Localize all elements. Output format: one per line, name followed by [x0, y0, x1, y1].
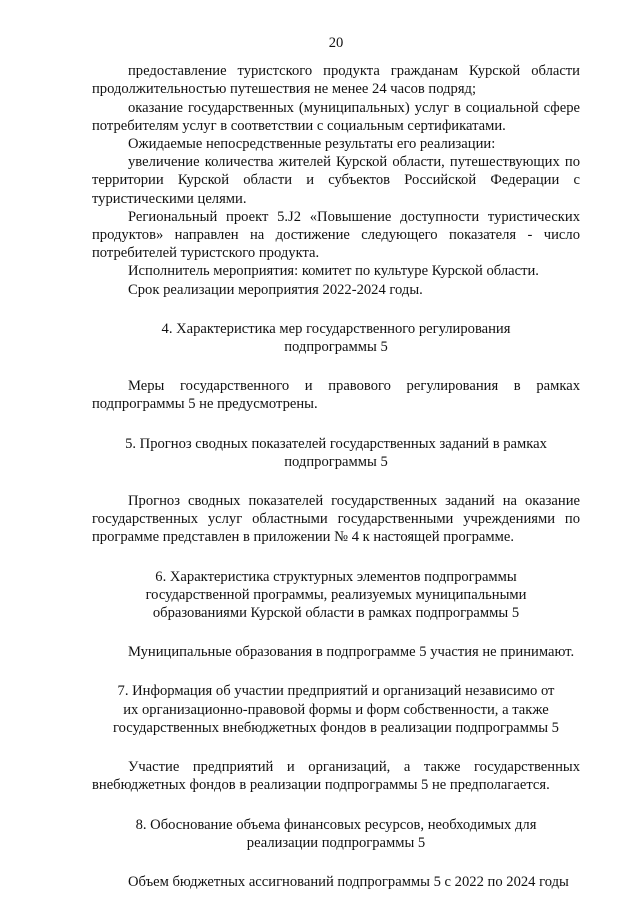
paragraph-term: Срок реализации мероприятия 2022-2024 годы.	[128, 281, 423, 298]
spacer	[92, 622, 580, 643]
paragraph-enterprises: Участие предприятий и организаций, а также государственных внебюджетных фондов в реализации подпрограммы 5 не предполагается.	[92, 759, 580, 794]
paragraph-increase-residents: увеличение количества жителей Курской области, путешествующих по территории Курской области и субъектов Российской Федерации с туристическими целями.	[92, 154, 580, 207]
heading-line: государственной программы, реализуемых муниципальными	[145, 586, 527, 603]
spacer	[92, 414, 580, 435]
section-heading-4	[92, 320, 580, 356]
paragraph-tourist-product: предоставление туристского продукта гражданам Курской области продолжительностью путешествия не менее 24 часов подряд;	[92, 63, 580, 98]
heading-line: их организационно-правовой формы и форм собственности, а также	[123, 701, 549, 718]
spacer	[92, 852, 580, 873]
section-heading-5	[92, 435, 580, 471]
page-number: 20	[328, 35, 344, 51]
spacer	[92, 471, 580, 492]
heading-line: реализации подпрограммы 5	[246, 834, 426, 851]
spacer	[92, 737, 580, 758]
spacer	[92, 661, 580, 682]
heading-line: 7. Информация об участии предприятий и организаций независимо от	[117, 683, 555, 700]
paragraph-regional-project: Региональный проект 5.J2 «Повышение доступности туристических продуктов» направлен на достижение следующего показателя - число потребителей туристского продукта.	[92, 208, 580, 262]
spacer	[92, 299, 580, 320]
heading-line: образованиями Курской области в рамках подпрограммы 5	[152, 605, 520, 622]
spacer	[92, 547, 580, 568]
heading-line: 4. Характеристика мер государственного регулирования	[161, 320, 511, 337]
paragraph-executor: Исполнитель мероприятия: комитет по культуре Курской области.	[128, 263, 539, 280]
paragraph-budget: Объем бюджетных ассигнований подпрограммы 5 с 2022 по 2024 годы	[128, 873, 569, 890]
heading-line: подпрограммы 5	[284, 339, 388, 356]
paragraph-social-services: оказание государственных (муниципальных) услуг в социальной сфере потребителям услуг в соответствии с социальным сертификатами.	[92, 99, 580, 134]
section-heading-8	[92, 816, 580, 852]
paragraph-forecast: Прогноз сводных показателей государственных заданий на оказание государственных услуг областными государственными учреждениями по программе представлен в приложении № 4 к настоящей программе.	[92, 493, 580, 546]
paragraph-municipal: Муниципальные образования в подпрограмме 5 участия не принимают.	[128, 644, 575, 661]
spacer	[92, 795, 580, 816]
heading-line: 6. Характеристика структурных элементов подпрограммы	[155, 568, 517, 585]
paragraph-expected-results: Ожидаемые непосредственные результаты его реализации:	[128, 136, 496, 153]
section-heading-6	[92, 568, 580, 623]
paragraph-regulation: Меры государственного и правового регулирования в рамках подпрограммы 5 не предусмотрены.	[92, 378, 580, 413]
heading-line: 5. Прогноз сводных показателей государственных заданий в рамках	[125, 435, 547, 452]
section-heading-7	[92, 682, 580, 737]
spacer	[92, 356, 580, 377]
heading-line: подпрограммы 5	[284, 453, 388, 470]
heading-line: государственных внебюджетных фондов в реализации подпрограммы 5	[113, 719, 559, 736]
heading-line: 8. Обоснование объема финансовых ресурсов, необходимых для	[135, 816, 537, 833]
